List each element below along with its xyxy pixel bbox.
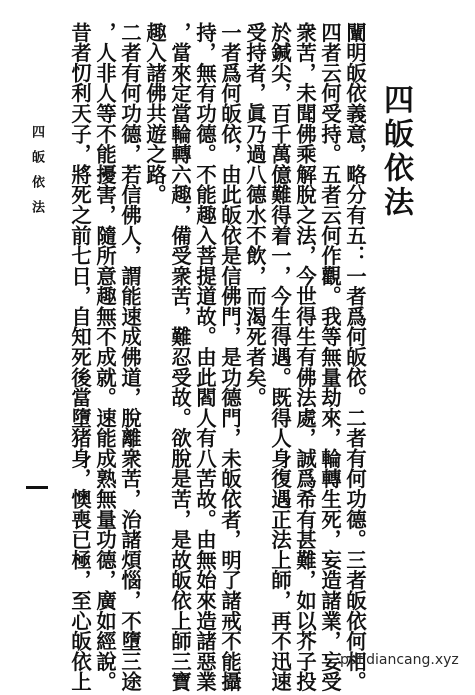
text-column-4: 於鍼尖，百千萬億難得着一，今生得遇。既得人身復遇正法上師，再不迅速 <box>268 22 292 692</box>
text-column-11: ，人非人等不能擾害，隨所意趣無不成就。速能成熟無量功德，廣如經說。 <box>93 22 117 692</box>
text-column-12: 昔者忉利天子，將死之前七日，自知死後當墮猪身，懊喪已極，至心皈依上 <box>68 22 92 692</box>
text-column-6: 一者爲何皈依，由此皈依是信佛門，是功德門，未皈依者，明了諸戒不能攝 <box>218 22 242 692</box>
text-column-8: ，當來定當輪轉六趣，備受衆苦，難忍受故。欲脫是苦，是故皈依上師三寶 <box>168 22 192 692</box>
text-column-3: 衆苦，未聞佛乘解脫之法，今世得生有佛法處，誠爲希有甚難，如以芥子投 <box>293 22 317 692</box>
text-column-2: 四者云何受持。五者云何作觀。我等無量劫來，輪轉生死，妄造諸業，妄受 <box>318 22 342 692</box>
text-column-9: 趣入諸佛共遊之路。 <box>143 22 167 205</box>
document-title: 四皈依法 <box>378 84 413 220</box>
text-column-10: 二者有何功德，若信佛人，謂能速成佛道，脫離衆苦，治諸煩惱，不墮三途 <box>118 22 142 692</box>
text-column-7: 持，無有功德。不能趣入菩提道故。由此閻人有八苦故。由無始來造諸惡業 <box>193 22 217 692</box>
text-column-1: 闡明皈依義意，略分有五：一者爲何皈依。二者有何功德。三者皈依何相。 <box>343 22 367 692</box>
page-number <box>26 486 48 489</box>
margin-running-title: 四皈依法 <box>29 125 44 225</box>
watermark-text: pdf.diancang.xyz <box>340 652 459 668</box>
text-column-5: 受持者，眞乃過八德水不飲，而渴死者矣。 <box>243 22 267 408</box>
